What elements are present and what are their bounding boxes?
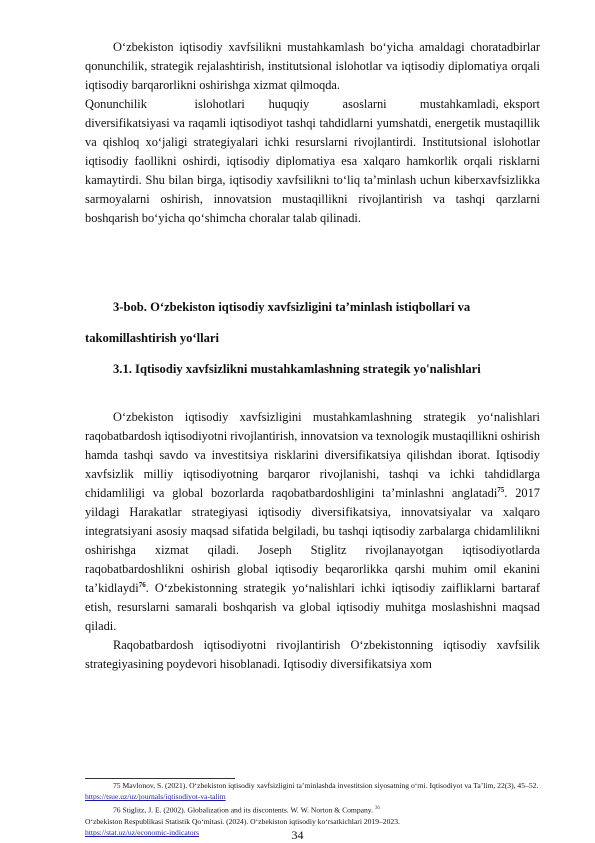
paragraph-strategy [85,408,540,674]
footnote-75 [85,780,545,803]
footnote-76 [85,803,545,816]
page-number: 34 [291,828,304,842]
chapter-heading-line1: 3-bob. O‘zbekiston iqtisodiy xavfsizligini ta’minlash istiqbollari va [113,300,471,314]
paragraph-reforms-lead: Qonunchilik islohotlari huquqiy asoslarni mustahkamladi, [85,97,499,111]
footnote-77 [85,816,545,827]
footnote-75-link[interactable]: https://tsue.uz/uz/journals/iqtisodiyot-va-talim [85,792,226,802]
footnote-76-mark: 36 [374,805,380,811]
section-heading: 3.1. Iqtisodiy xavfsizlikni mustahkamlashning strategik yo'nalishlari [113,362,481,376]
footnote-divider [85,778,235,779]
paragraph-strategy-part3: . O‘zbekistonning strategik yo‘nalishlari ichki iqtisodiy zaifliklarni bartaraf etish, resurslarni samarali boshqarish va global iqtisodiy muhitga moslashishni maqsad qiladi. [85,581,540,633]
paragraph-strategy-part1: O‘zbekiston iqtisodiy xavfsizligini mustahkamlashning strategik yo‘nalishlari raqobatbardosh iqtisodiyotni rivojlantirish, innovatsion va texnologik mustaqillikni oshirish hamda tashqi savdo va investitsiya risklarini diversifikatsiya qilishdan iborat. Iqtisodiy xavfsizlik milliy iqtisodiyotning barqaror rivojlanishi, tashqi va ichki tahdidlarga chidamliligi va global bozorlarda raqobatbardoshligini ta’minlashni anglatadi [85,410,540,500]
paragraph-strategy-part2: . 2017 yildagi Harakatlar strategiyasi iqtisodiy diversifikatsiya, innovatsiyalar va xalqaro integratsiyani asosiy maqsad sifatida belgiladi, bu tashqi iqtisodiy zarbalarga chidamlilikni oshirishga xizmat qiladi. Joseph Stiglitz rivojlanayotgan iqtisodiyotlarda raqobatbardoshlikni oshirish global iqtisodiy beqarorlikka qarshi muhim omil ekanini ta’kidlaydi [85,486,540,595]
paragraph-competitive-text: Raqobatbardosh iqtisodiyotni rivojlantirish O‘zbekistonning iqtisodiy xavfsilik strategiyasining poydevori hisoblanadi. Iqtisodiy diversifikatsiya xom [85,638,540,671]
footnote-ref-75[interactable]: 75 [497,485,505,494]
footnote-77-link[interactable]: https://stat.uz/uz/economic-indicators [85,828,200,838]
footnote-75-text: 75 Mavlonov, S. (2021). O‘zbekiston iqtisodiy xavfsizligini ta’minlashda investitsion siyosatning o‘rni. Iqtisodiyot va Ta’lim, 22(3), 45–52. [113,781,539,790]
footnote-76-text: 76 Stiglitz, J. E. (2002). Globalization and its discontents. W. W. Norton & Company. [113,805,373,815]
footnote-77-text: O‘zbekiston Respublikasi Statistik Qo‘mitasi. (2024). O‘zbekiston iqtisodiy ko‘rsatkichlari 2019–2023. [85,816,400,826]
chapter-heading [85,298,545,348]
paragraph-intro-text: O‘zbekiston iqtisodiy xavfsilikni mustahkamlash bo‘yicha amaldagi choratadbirlar qonunchilik, strategik rejalashtirish, institutsional islohotlar va iqtisodiy diplomatiya orqali iqtisodiy barqarorlikni oshirishga xizmat qilmoqda. [85,40,540,92]
paragraph-reforms-text: eksport diversifikatsiyasi va raqamli iqtisodiyot tashqi tahdidlarni yumshatdi, energetik mustaqillik va qishloq xo‘jaligi strategiyalari ichki resurslarni rivojlantirdi. Institutsional islohotlar iqtisodiy faollikni oshirdi, iqtisodiy diplomatiya esa xalqaro hamkorlik orqali risklarni kamaytirdi. Shu bilan birga, iqtisodiy xavfsilikni to‘liq ta’minlash uchun kiberxavfsizlikka sarmoyalarni oshirish, innovatsion mustaqillikni rivojlantirish va tashqi qarzlarni boshqarish bo‘yicha qo‘shimcha choralar talab qilinadi. [85,97,540,225]
footnote-ref-76[interactable]: 76 [138,580,146,589]
chapter-heading-line2: takomillashtirish yo‘llari [85,331,219,345]
paragraph-intro [85,38,540,228]
